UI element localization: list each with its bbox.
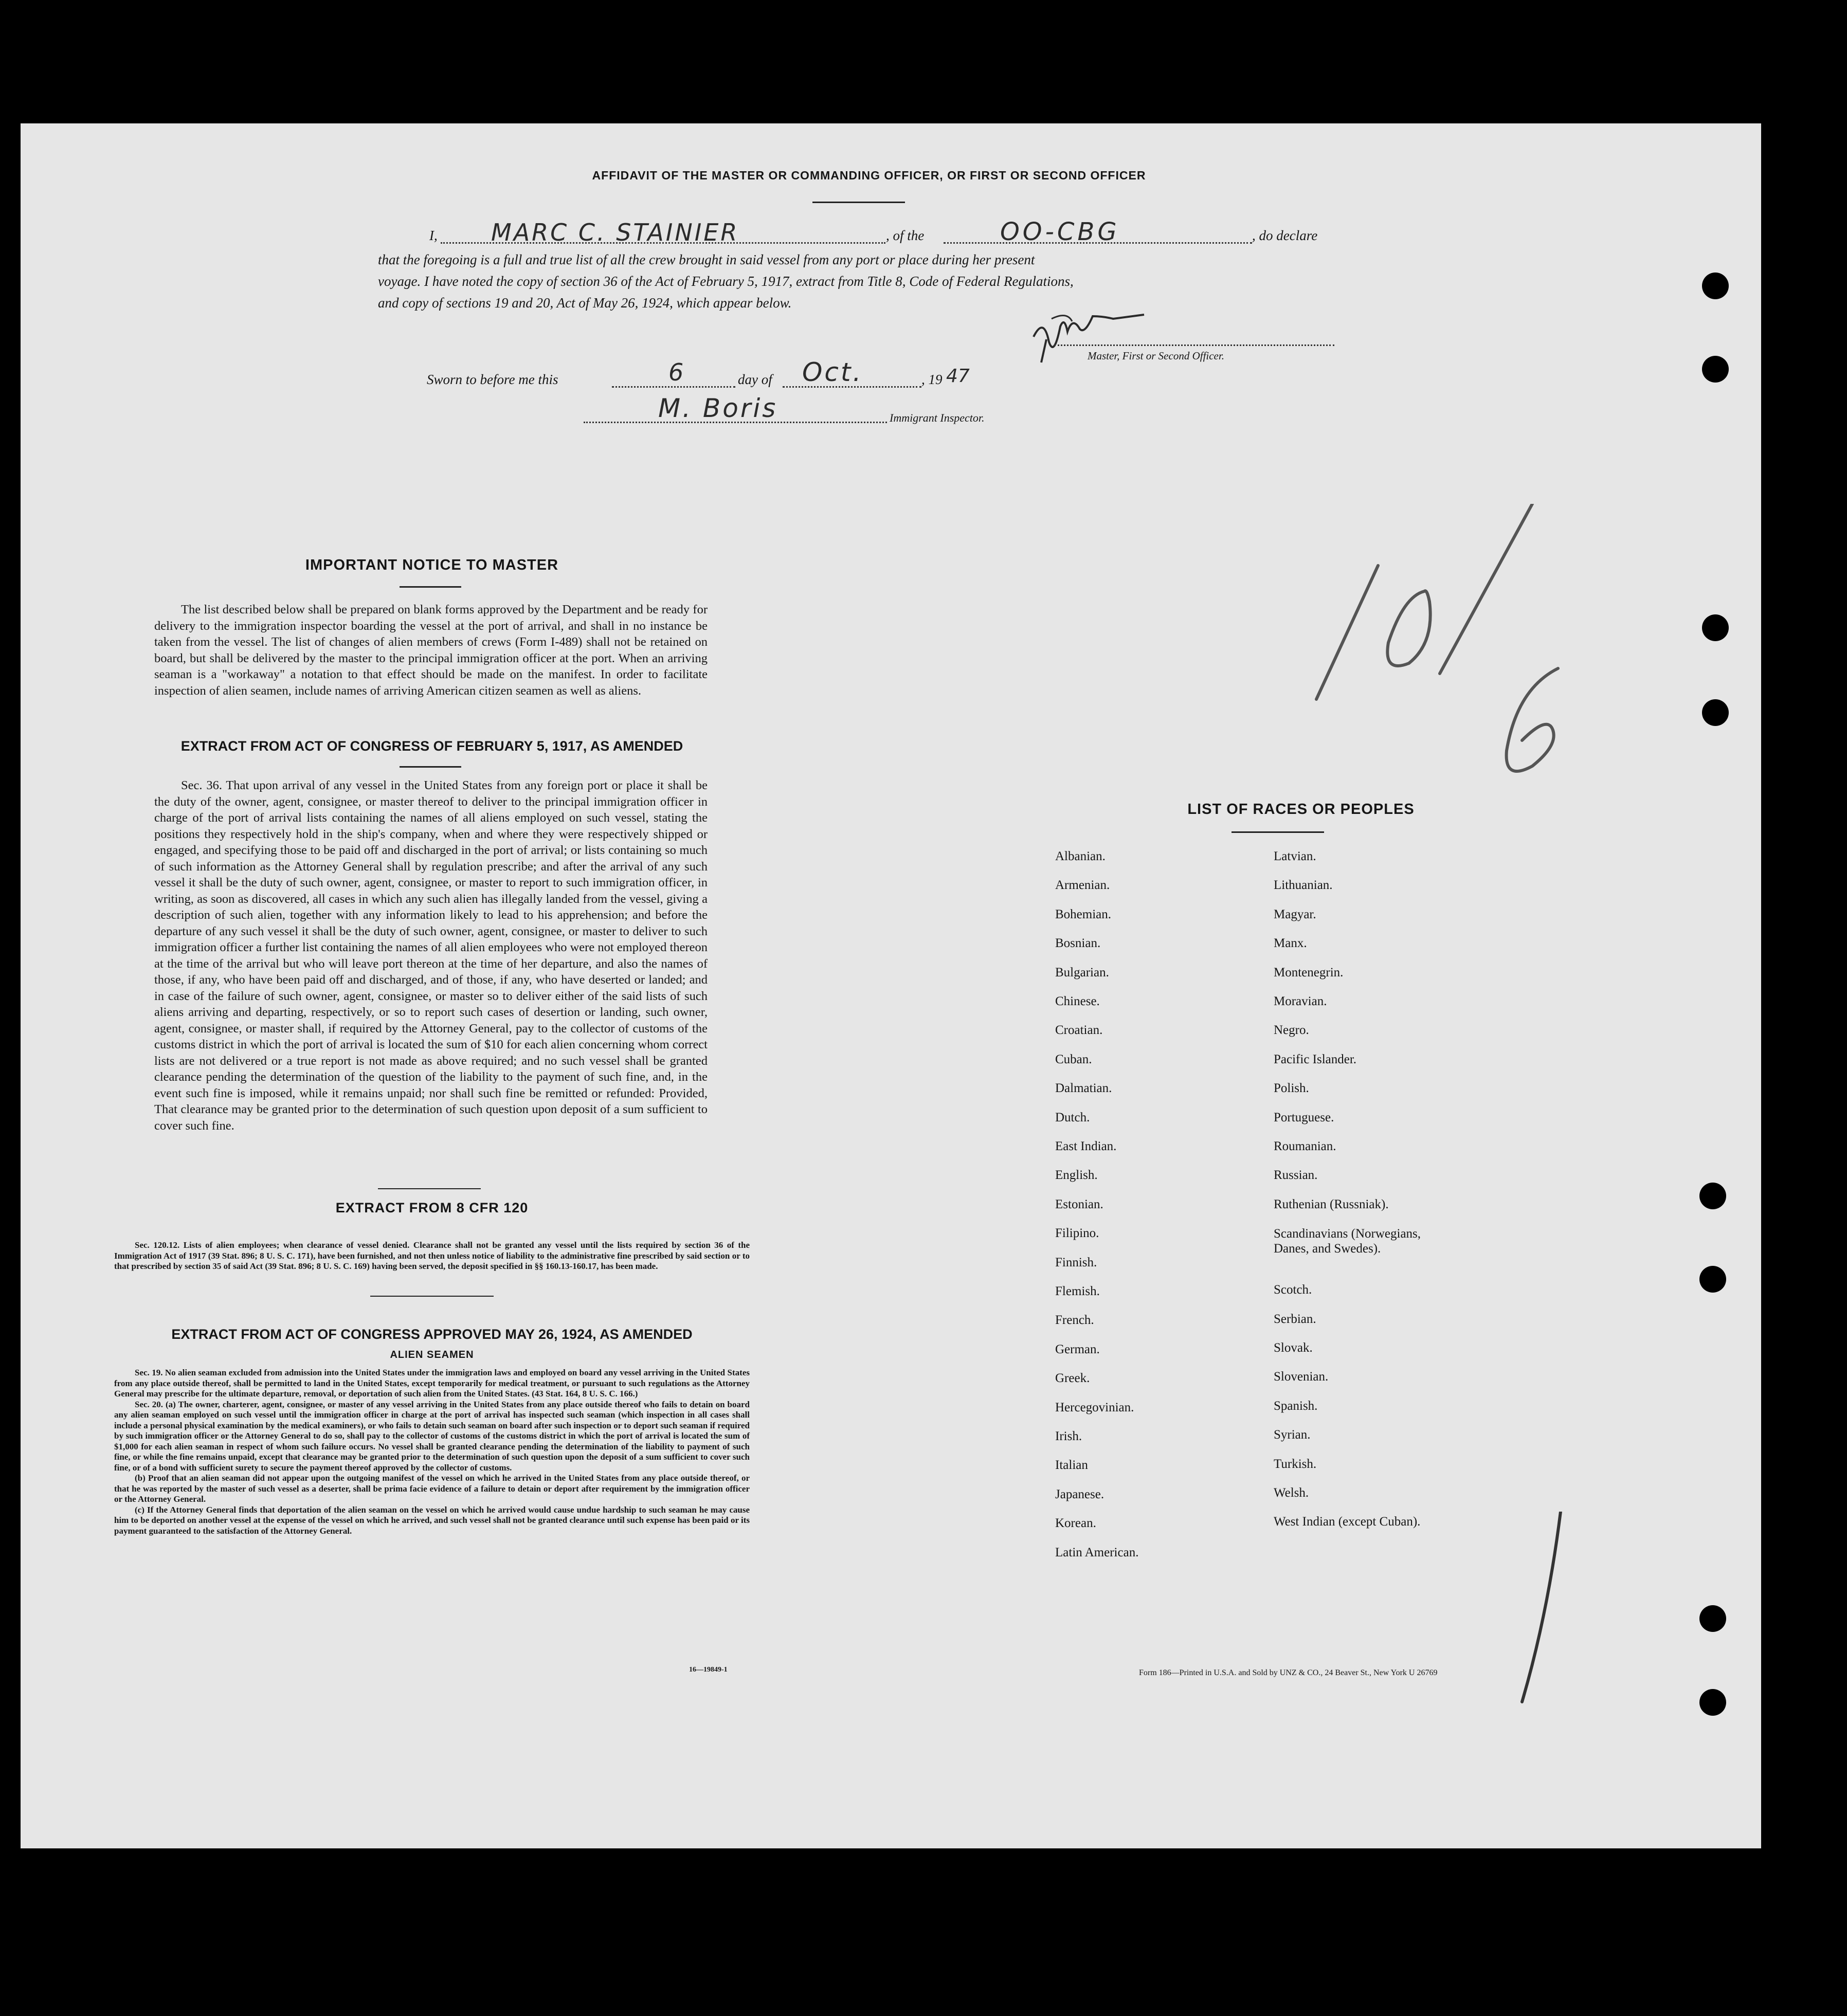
race-item: West Indian (except Cuban). [1274, 1515, 1421, 1529]
race-item: Flemish. [1055, 1284, 1100, 1298]
binder-hole-5 [1699, 1183, 1726, 1209]
race-item: German. [1055, 1342, 1100, 1356]
sec20c-text: (c) If the Attorney General finds that deportation of the alien seaman on the vessel on which he arrived would cause undue hardship to such seaman he may cause him to be deported on another vessel at the expense of the vessel on which he arrived, and such vessel shall not be granted clearance until such expense has been paid or its payment guaranteed to the satisfaction of the Attorney General. [114, 1504, 750, 1536]
race-item: Croatian. [1055, 1023, 1103, 1038]
sworn-year: 47 [946, 366, 970, 387]
extract-1917-end-rule [378, 1188, 481, 1189]
race-item: Hercegovinian. [1055, 1400, 1134, 1414]
master-name: MARC C. STAINIER [491, 219, 739, 246]
notice-rule [400, 586, 461, 588]
race-item: Scotch. [1274, 1283, 1312, 1297]
extract-1924-subtitle: ALIEN SEAMEN [390, 1349, 474, 1360]
race-item: Lithuanian. [1274, 878, 1333, 893]
extract-1917-body: Sec. 36. That upon arrival of any vessel in the United States from any foreign port or place it shall be the duty of the owner, agent, consignee, or master thereof to deliver to the principal immigration officer in charge of the port of arrival lists containing the names of all aliens employed on such vessel, stating the positions they respectively hold in the ship's company, when and where they were respectively shipped or engaged, and specifying those to be paid off and discharged in the port of arrival; or lists containing so much of such information as the Attorney General shall by regulation prescribe; and after the arrival of any such vessel it shall be the duty of such owner, agent, consignee, or master to report to such immigration officer, in writing, as soon as discovered, all cases in which any such alien has illegally landed from the vessel, giving a description of such alien, together with any information likely to lead to his apprehension; and before the departure of any such vessel it shall be the duty of such owner, agent, consignee, or master to deliver to such immigration officer a further list containing the names of all alien employees who were not employed thereon at the time of the arrival but who will leave port thereon at the time of her departure, and also the names of those, if any, who have been paid off and discharged, and of those, if any, who have deserted or landed; and in case of the failure of such owner, agent, consignee, or master so to deliver either of the said lists of such aliens arriving and departing, respectively, or so to report such cases of desertion or landing, such owner, agent, consignee, or master shall, if required by the Attorney General, pay to the collector of customs of the customs district in which the port of arrival is located the sum of $10 for each alien concerning whom correct lists are not delivered or a true report is not made as above required; and no such vessel shall be granted clearance pending the determination of the question of the liability to the payment of such fine, and, in the event such fine is imposed, while it remains unpaid; nor shall such fine be remitted or refunded: Provided, That clearance may be granted prior to the determination of such question upon deposit of a sum sufficient to cover such fine. [154, 778, 708, 1133]
i-label: I, [429, 228, 438, 243]
affidavit-line1 [429, 217, 1386, 246]
sworn-label: Sworn to before me this [427, 372, 558, 387]
of-the-label: , of the [886, 228, 925, 243]
race-item: French. [1055, 1313, 1094, 1328]
race-item: Welsh. [1274, 1485, 1309, 1500]
extract-1924-title: EXTRACT FROM ACT OF CONGRESS APPROVED MAY 26, 1924, AS AMENDED [171, 1327, 693, 1342]
race-item: Spanish. [1274, 1399, 1318, 1413]
affidavit-line2: that the foregoing is a full and true list of all the crew brought in said vessel from any port or place during her present [378, 252, 1035, 267]
races-rule [1232, 831, 1324, 833]
race-item: Scandinavians (Norwegians, Danes, and Swedes). [1274, 1227, 1421, 1256]
inspector-signature: M. Boris [658, 393, 778, 423]
inspector-label: Immigrant Inspector. [890, 411, 985, 424]
race-item: Turkish. [1274, 1457, 1317, 1471]
race-item: Bulgarian. [1055, 965, 1109, 979]
extract-1924-body [114, 1368, 750, 1536]
binder-hole-1 [1702, 273, 1729, 299]
race-item: Magyar. [1274, 907, 1316, 921]
race-item: Filipino. [1055, 1226, 1099, 1241]
binder-hole-2 [1702, 356, 1729, 383]
binder-hole-4 [1702, 699, 1729, 726]
cfr-title: EXTRACT FROM 8 CFR 120 [335, 1200, 529, 1215]
document-page [21, 123, 1761, 1848]
sworn-line [427, 357, 1095, 393]
sworn-month: Oct. [802, 357, 863, 387]
race-item: Portuguese. [1274, 1110, 1334, 1124]
notice-title: IMPORTANT NOTICE TO MASTER [305, 557, 559, 573]
race-item: Polish. [1274, 1081, 1309, 1096]
race-item: Greek. [1055, 1371, 1090, 1386]
race-item: Manx. [1274, 936, 1307, 951]
tally-mark [1512, 1512, 1573, 1707]
race-item: East Indian. [1055, 1139, 1117, 1153]
do-declare-label: , do declare [1252, 228, 1318, 243]
extract-1917-rule [400, 766, 461, 768]
race-item: Pacific Islander. [1274, 1052, 1357, 1066]
day-line [612, 386, 735, 388]
print-code: 16—19849-1 [689, 1666, 728, 1674]
vessel-name: OO-CBG [1000, 217, 1120, 246]
form-footer: Form 186—Printed in U.S.A. and Sold by UNZ & CO., 24 Beaver St., New York U 26769 [1139, 1668, 1438, 1677]
affidavit-line3: voyage. I have noted the copy of section 36 of the Act of February 5, 1917, extract from Title 8, Code of Federal Regulations, [378, 274, 1074, 289]
affidavit-line4: and copy of sections 19 and 20, Act of May 26, 1924, which appear below. [378, 295, 792, 311]
race-item: Bohemian. [1055, 907, 1112, 921]
race-item: Japanese. [1055, 1487, 1104, 1501]
sec20a-text: Sec. 20. (a) The owner, charterer, agent, consignee, or master of any vessel arriving in the United States from any place outside thereof who fails to detain on board any alien seaman employed on such vessel until the immigration officer in charge at the port of arrival has inspected such seaman (which inspection in all cases shall include a personal physical examination by the medical examiners), or who fails to detain such seaman on board after such inspection or to deport such seaman if required by such immigration officer or the Attorney General to do so, shall pay to the collector of customs of the customs district in which the port of arrival is located the sum of $1,000 for each alien seaman in respect of whom such failure occurs. No vessel shall be granted clearance pending the determination of the liability to payment of such fine, or while the fine remains unpaid, except that clearance may be granted prior to the determination of such question upon the deposit of a sum sufficient to cover such fine, or of a bond with sufficient surety to secure the payment thereof approved by the collector of customs. [114, 1399, 750, 1473]
race-item: English. [1055, 1168, 1098, 1183]
sec19-text: Sec. 19. No alien seaman excluded from admission into the United States under the immigration laws and employed on board any vessel arriving in the United States from any place outside thereof, shall be permitted to land in the United States, except temporarily for medical treatment, or pursuant to such regulations as the Attorney General may prescribe for the ultimate departure, removal, or deportation of such alien from the United States. (43 Stat. 164, 8 U. S. C. 166.) [114, 1368, 750, 1399]
race-item: Montenegrin. [1274, 965, 1344, 979]
officer-label: Master, First or Second Officer. [1088, 350, 1224, 362]
race-item: Serbian. [1274, 1312, 1316, 1326]
race-item: Roumanian. [1274, 1139, 1336, 1153]
race-item: Ruthenian (Russniak). [1274, 1197, 1389, 1211]
race-item: Cuban. [1055, 1052, 1092, 1066]
race-item: Chinese. [1055, 994, 1100, 1008]
race-item: Estonian. [1055, 1197, 1103, 1211]
race-item: Dalmatian. [1055, 1081, 1112, 1096]
race-item: Latin American. [1055, 1545, 1139, 1559]
binder-hole-6 [1699, 1266, 1726, 1293]
race-item: Moravian. [1274, 994, 1327, 1008]
race-item: Syrian. [1274, 1428, 1311, 1442]
race-item: Slovak. [1274, 1340, 1313, 1355]
sworn-day: 6 [668, 358, 684, 386]
affidavit-heading: AFFIDAVIT OF THE MASTER OR COMMANDING OFFICER, OR FIRST OR SECOND OFFICER [592, 169, 1146, 182]
extract-1917-title: EXTRACT FROM ACT OF CONGRESS OF FEBRUARY 5, 1917, AS AMENDED [180, 738, 683, 754]
binder-hole-3 [1702, 614, 1729, 641]
race-item: Irish. [1055, 1429, 1082, 1443]
race-item: Negro. [1274, 1023, 1309, 1038]
notice-body: The list described below shall be prepared on blank forms approved by the Department and be ready for delivery to the immigration inspector boarding the vessel at the port of arrival, and shall in no instance be taken from the vessel. The list of changes of alien members of crews (Form I-489) shall not be retained on board, but shall be delivered by the master to the principal immigration officer at the port. When an arriving seaman is a "workaway" a notation to that effect should be made on the manifest. In order to facilitate inspection of alien seamen, include names of arriving American citizen seamen as well as aliens. [154, 603, 708, 698]
year-prefix: , 19 [921, 372, 943, 387]
races-title: LIST OF RACES OR PEOPLES [1187, 801, 1415, 818]
heading-rule [812, 202, 905, 203]
margin-note [1296, 504, 1625, 792]
officer-signature-line [1054, 344, 1334, 346]
race-item: Armenian. [1055, 878, 1110, 893]
race-item: Dutch. [1055, 1110, 1090, 1124]
race-item: Italian [1055, 1458, 1088, 1473]
race-item: Slovenian. [1274, 1370, 1329, 1384]
sec20b-text: (b) Proof that an alien seaman did not appear upon the outgoing manifest of the vessel on which he arrived in the United States from any place outside thereof, or that he was reported by the master of such vessel as a deserter, shall be prima facie evidence of a failure to detain or deport after requirement by the immigration officer or the Attorney General. [114, 1473, 750, 1504]
race-item: Russian. [1274, 1168, 1318, 1183]
race-item: Albanian. [1055, 849, 1106, 863]
binder-hole-8 [1699, 1689, 1726, 1716]
binder-hole-7 [1699, 1605, 1726, 1632]
cfr-end-rule [370, 1296, 494, 1297]
race-item: Bosnian. [1055, 936, 1101, 951]
race-item: Korean. [1055, 1516, 1096, 1531]
cfr-body: Sec. 120.12. Lists of alien employees; when clearance of vessel denied. Clearance shall not be granted any vessel until the lists required by section 36 of the Immigration Act of 1917 (39 Stat. 896; 8 U. S. C. 171), have been furnished, and not then unless notice of liability to the administrative fine prescribed by said section or to that prescribed by section 35 of said Act (39 Stat. 896; 8 U. S. C. 169) having been served, the deposit specified in §§ 160.13-160.17, has been made. [114, 1240, 750, 1271]
race-item: Finnish. [1055, 1255, 1097, 1269]
race-item: Latvian. [1274, 849, 1316, 863]
day-of-label: day of [738, 372, 772, 387]
